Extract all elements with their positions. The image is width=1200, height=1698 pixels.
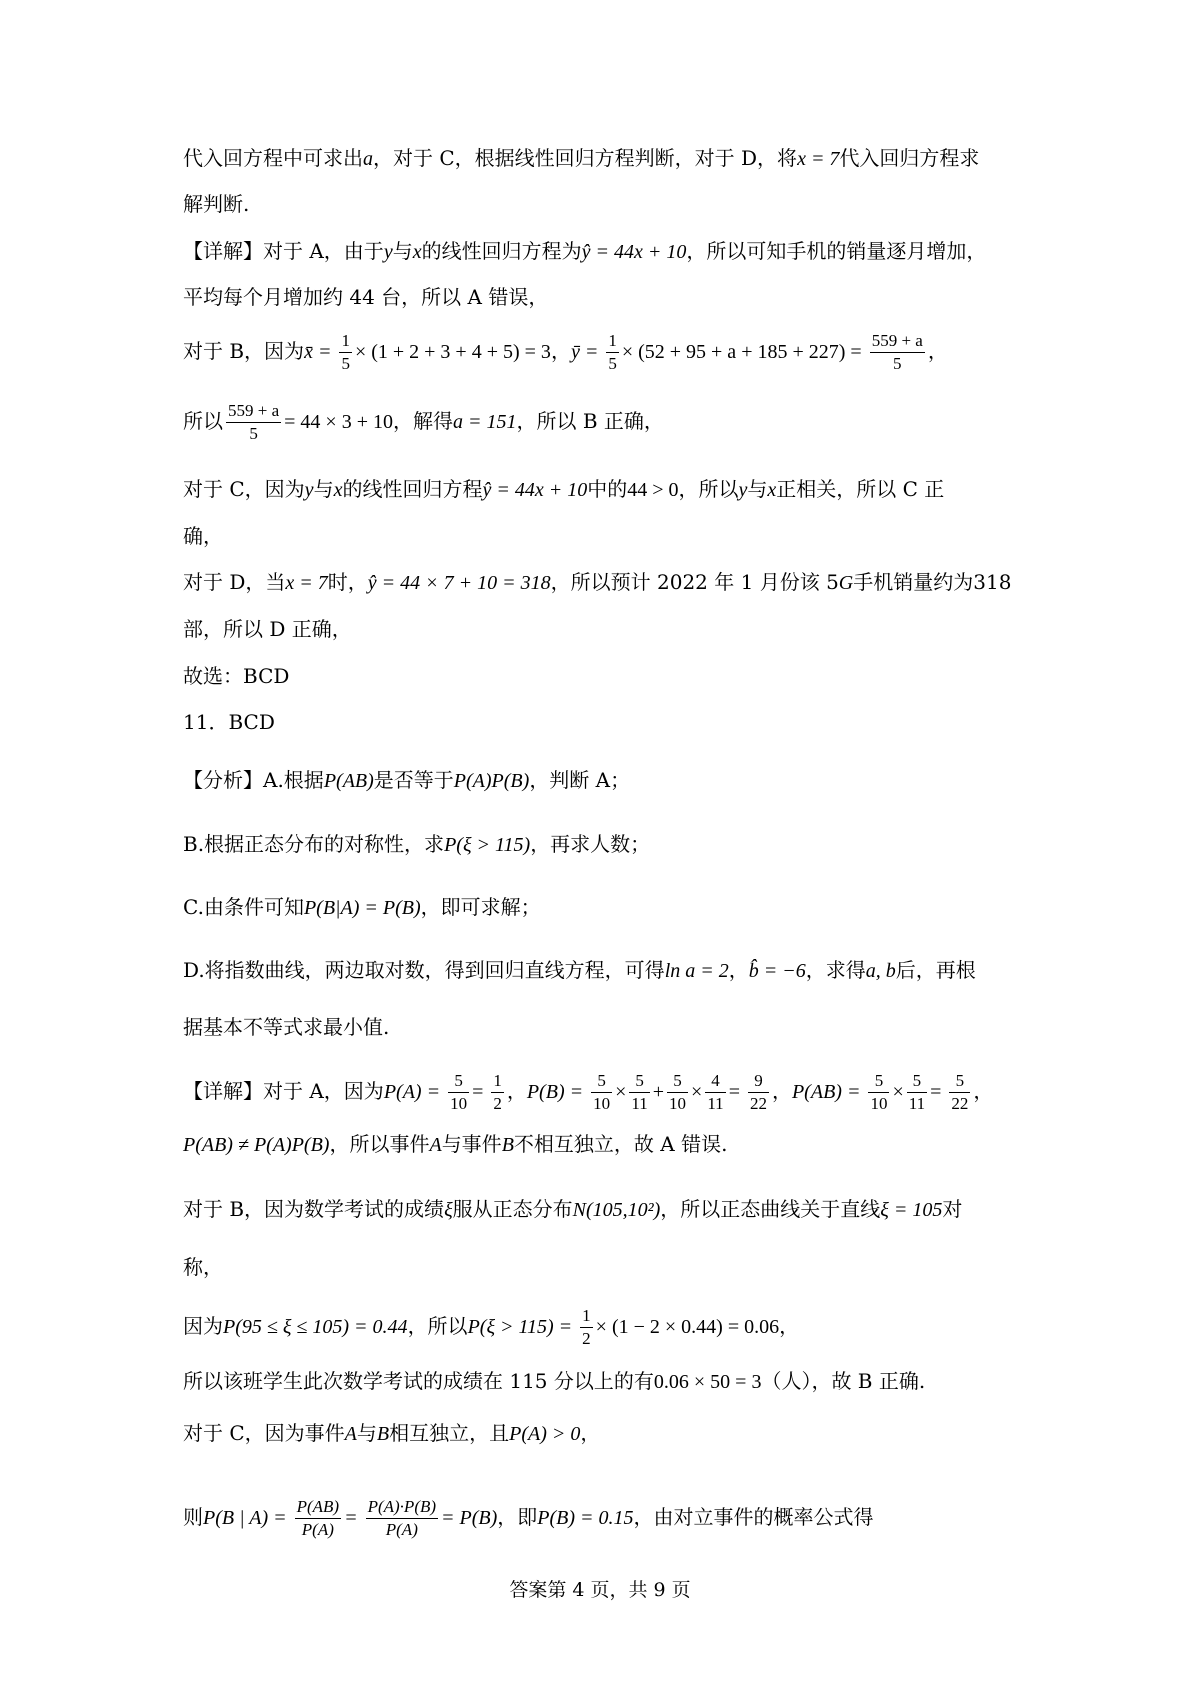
text-line: 确， — [183, 524, 223, 548]
text-line: 对于 B，因为x̄ = $\frac{1}{5}$ × (1 + 2 + 3 + 4 + 5) = 3，ȳ = $\frac{1}{5}$ × (52 + 95 + a + 185 + 227) = $\frac{559 + a}{5}$ ， — [183, 331, 948, 373]
text-line: 平均每个月增加约 44 台，所以 A 错误， — [183, 285, 549, 309]
text-line: 据基本不等式求最小值. — [183, 1015, 390, 1039]
text-line: 对于 B，因为数学考试的成绩ξ服从正态分布N(105,10²)，所以正态曲线关于直线ξ = 105对 — [183, 1197, 963, 1221]
text-line: 【详解】对于 A，由于y与x的线性回归方程为ŷ = 44x + 10，所以可知手机的销量逐月增加， — [183, 239, 987, 263]
text-line: 所以该班学生此次数学考试的成绩在 115 分以上的有0.06 × 50 = 3（人），故 B 正确. — [183, 1369, 926, 1393]
text-line: 对于 D，当x = 7时，ŷ = 44 × 7 + 10 = 318，所以预计 2022 年 1 月份该 5G手机销量约为318 — [183, 570, 1012, 594]
text-line: B.根据正态分布的对称性，求P(ξ > 115)，再求人数； — [183, 832, 651, 856]
text-line: 对于 C，因为y与x的线性回归方程ŷ = 44x + 10中的44 > 0，所以y与x正相关，所以 C 正 — [183, 477, 945, 501]
text-line: 称， — [183, 1255, 223, 1279]
text-line: 故选：BCD — [183, 664, 290, 688]
text-line: 对于 C，因为事件A与B相互独立，且P(A) > 0， — [183, 1421, 601, 1445]
text-line: 因为P(95 ≤ ξ ≤ 105) = 0.44，所以P(ξ > 115) = $\frac{1}{2}$ × (1 − 2 × 0.44) = 0.06， — [183, 1306, 800, 1348]
text-line: 部，所以 D 正确， — [183, 617, 352, 641]
text-line: 代入回方程中可求出a，对于 C，根据线性回归方程判断，对于 D，将x = 7代入回归方程求 — [183, 146, 980, 170]
question-number: 11．BCD — [183, 710, 275, 734]
text-line: P(AB) ≠ P(A)P(B)，所以事件A与事件B不相互独立，故 A 错误. — [183, 1132, 728, 1156]
text-line: 【分析】A.根据P(AB)是否等于P(A)P(B)，判断 A； — [183, 768, 631, 792]
text-line: C.由条件可知P(B|A) = P(B)，即可求解； — [183, 895, 541, 919]
text-line: 所以 $\frac{559 + a}{5}$ = 44 × 3 + 10，解得a = 151，所以 B 正确， — [183, 401, 664, 443]
text-line: 解判断. — [183, 192, 250, 216]
text-line: 则P(B | A) = $\frac{P(AB)}{P(A)}$ = $\frac{P(A)\cdot P(B)}{P(A)}$ = P(B)，即P(B) = 0.15，由对立事件的概率公式得 — [183, 1497, 874, 1539]
text-line: 【详解】对于 A，因为P(A) = $\frac{5}{10}$ = $\frac{1}{2}$ ，P(B) = $\frac{5}{10}$ × $\frac{5}{11}$ + $\frac{5}{10}$ × $\frac{4}{11}$ = $\frac{9}{22}$ ，P(AB) = $\frac{5}{10}$ × $\frac{5}{11}$ = $\frac{5}{22}$ ， — [183, 1071, 994, 1113]
text-line: D.将指数曲线，两边取对数，得到回归直线方程，可得ln a = 2，b̂ = −6，求得a, b后，再根 — [183, 958, 976, 982]
page-footer: 答案第 4 页，共 9 页 — [509, 1579, 691, 1601]
